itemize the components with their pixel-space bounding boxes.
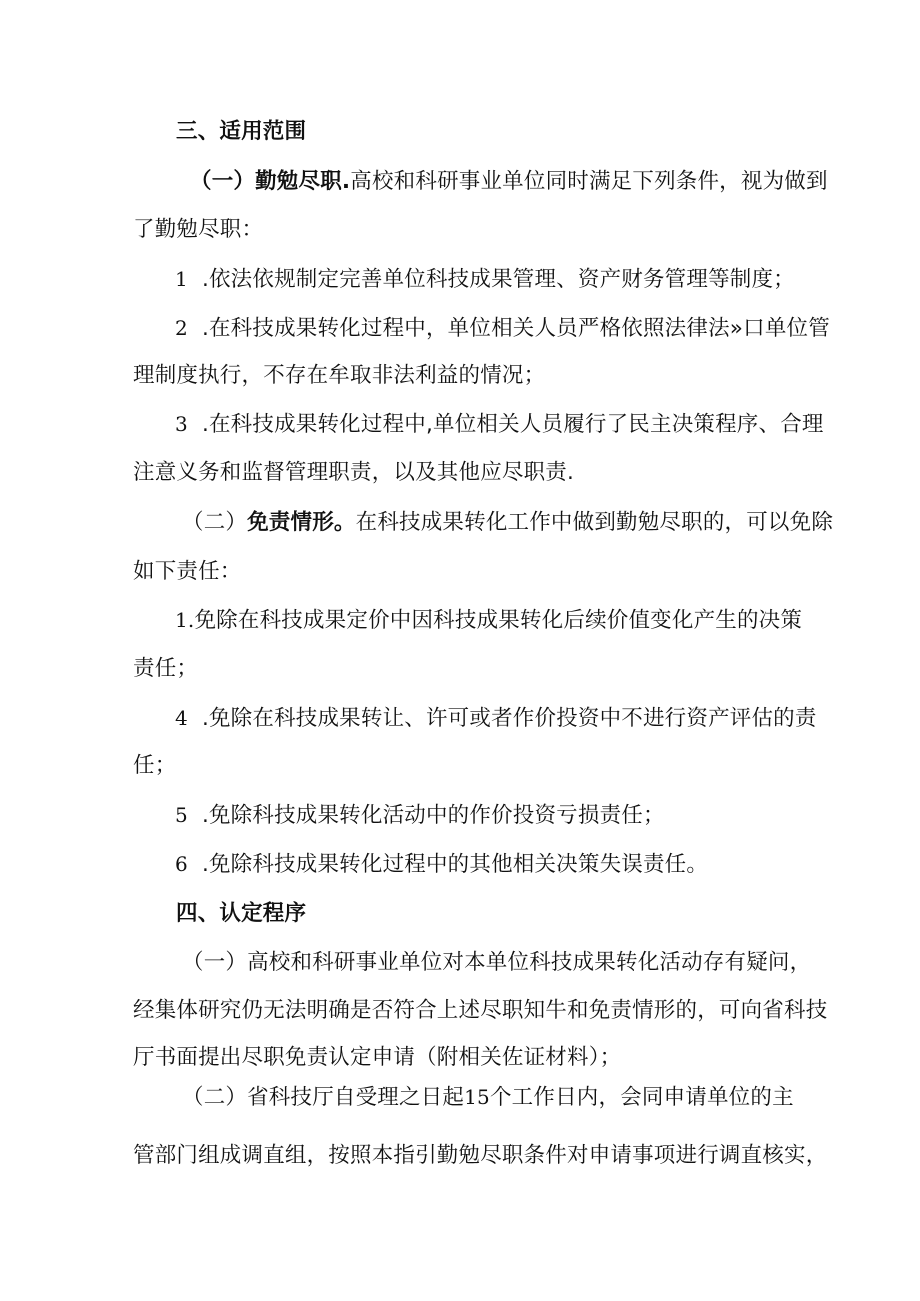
- paragraph-procedure1-line1: （一）高校和科研事业单位对本单位科技成果转化活动存有疑问，: [182, 950, 812, 975]
- list-item-continuation: 责任；: [133, 656, 199, 681]
- paragraph-procedure1-line2: 经集体研究仍无法明确是否符合上述尽职知牛和免责情形的，可向省科技: [133, 998, 828, 1023]
- list-item: [175, 800, 665, 831]
- paragraph-exemption-line2: 如下责任：: [133, 559, 242, 584]
- list-item-text: .免除在科技成果转让、许可或者作价投资中不进行资产评估的责: [201, 706, 817, 731]
- list-item-text: .免除科技成果转化过程中的其他相关决策失误责任。: [201, 852, 709, 877]
- list-item-number: 2: [175, 316, 188, 340]
- list-item-number: 4: [175, 706, 188, 730]
- list-item-number: 5: [175, 803, 188, 827]
- diligence-label: （一）勤勉尽职.: [190, 169, 351, 194]
- list-item-text: .免除科技成果转化活动中的作价投资亏损责任；: [201, 803, 665, 828]
- procedure2-text-b: 个工作日内，会同申请单位的主: [489, 1085, 794, 1110]
- list-item: [175, 849, 708, 880]
- list-item: [175, 605, 802, 636]
- list-item-text: 免除在科技成果定价中因科技成果转化后续价值变化产生的决策: [194, 608, 803, 633]
- exemption-text: 在科技成果转化工作中做到勤勉尽职的，可以免除: [355, 510, 834, 535]
- list-item: [175, 264, 795, 295]
- list-item-continuation: 理制度执行，不存在牟取非法利益的情况；: [133, 363, 546, 388]
- procedure2-text-a: （二）省科技厅自受理之日起: [182, 1085, 465, 1110]
- list-item-number: 1: [175, 267, 188, 291]
- list-item-number: 3: [175, 412, 188, 436]
- exemption-prefix: （二）: [182, 510, 248, 535]
- list-item-text: .在科技成果转化过程中,单位相关人员履行了民主决策程序、合理: [201, 412, 824, 437]
- paragraph-diligence-line2: 了勤勉尽职：: [133, 217, 264, 242]
- list-item-text: .在科技成果转化过程中，单位相关人员严格依照法律法»口单位管: [201, 316, 830, 341]
- list-item-continuation: 注意义务和监督管理职责，以及其他应尽职责.: [133, 460, 575, 485]
- section-heading-procedure: 四、认定程序: [176, 901, 307, 926]
- list-item: [175, 703, 817, 734]
- list-item: [175, 409, 824, 440]
- paragraph-procedure1-line3: 厅书面提出尽职免责认定申请（附相关佐证材料）；: [133, 1045, 622, 1070]
- paragraph-procedure2-line1: [182, 1082, 794, 1113]
- diligence-text: 高校和科研事业单位同时满足下列条件，视为做到: [350, 169, 828, 194]
- list-item: [175, 313, 830, 344]
- list-item-number: 1.: [175, 608, 195, 632]
- paragraph-exemption-line1: [182, 508, 833, 538]
- exemption-label: 免责情形。: [247, 510, 356, 535]
- list-item-continuation: 任；: [133, 753, 177, 778]
- procedure2-days: 15: [464, 1085, 490, 1109]
- paragraph-procedure2-line2: 管部门组成调直组，按照本指引勤勉尽职条件对申请事项进行调直核实，: [133, 1143, 828, 1168]
- section-heading-scope: 三、适用范围: [176, 119, 307, 144]
- list-item-text: .依法依规制定完善单位科技成果管理、资产财务管理等制度；: [201, 267, 795, 292]
- list-item-number: 6: [175, 852, 188, 876]
- paragraph-diligence-line1: [190, 167, 828, 197]
